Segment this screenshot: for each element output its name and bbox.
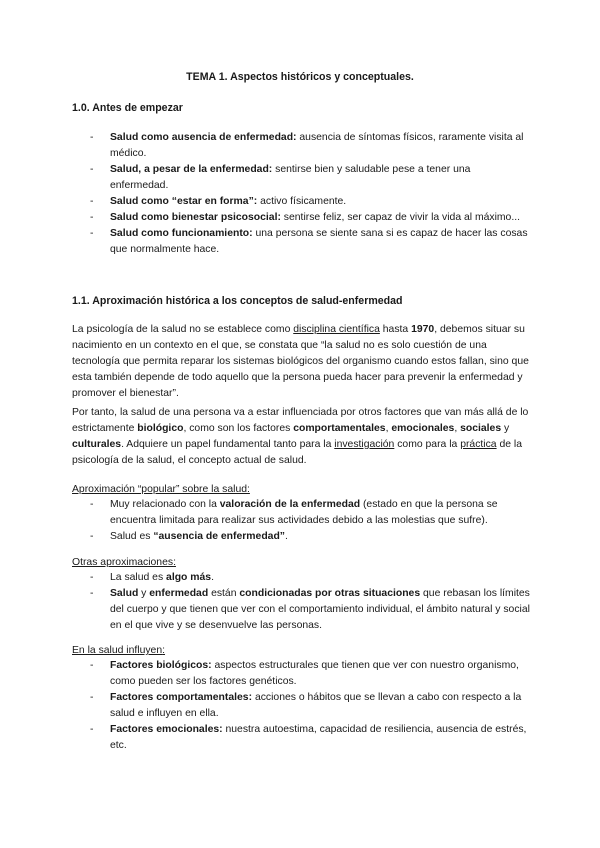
list-item: - Muy relacionado con la valoración de la enfermedad (estado en que la persona se encuentra limitada para realizar sus actividades debido a las molestias que sufre). [90, 497, 530, 529]
popular-approach-list [90, 497, 530, 545]
list-item: - Salud como ausencia de enfermedad: ausencia de síntomas físicos, raramente visita al médico. [90, 130, 530, 162]
health-influences-list [90, 658, 530, 754]
list-item: - Factores emocionales: nuestra autoestima, capacidad de resiliencia, ausencia de estrés, etc. [90, 722, 530, 754]
list-item: - Salud como funcionamiento: una persona se siente sana si es capaz de hacer las cosas que normalmente hace. [90, 226, 530, 258]
label-other-approaches: Otras aproximaciones: [72, 557, 176, 568]
list-item: - La salud es algo más. [90, 570, 530, 586]
list-item: - Salud como bienestar psicosocial: sentirse feliz, ser capaz de vivir la vida al máximo... [90, 210, 530, 226]
list-item: - Salud y enfermedad están condicionadas por otras situaciones que rebasan los límites del cuerpo y que tienen que ver con el comportamiento individual, el ámbito natural y social en el que vive y se desenvuelve las personas. [90, 586, 530, 634]
label-health-influences: En la salud influyen: [72, 645, 166, 656]
document-title: TEMA 1. Aspectos históricos y conceptuales. [186, 71, 414, 83]
label-popular-approach: Aproximación “popular” sobre la salud: [72, 484, 250, 495]
paragraph-factors: Por tanto, la salud de una persona va a estar influenciada por otros factores que van más allá de lo estrictamente biológico, como son los factores comportamentales, emocionales, sociales y culturales. Adquiere un papel fundamental tanto para la investigación como para la práctica de la psicología de la salud, el concepto actual de salud. [72, 407, 529, 466]
paragraph-history: La psicología de la salud no se establece como disciplina científica hasta 1970, debemos situar su nacimiento en un contexto en el que, se constata que “la salud no es solo cuestión de una tecnología que permita reparar los sistemas biológicos del organismo cuando estos fallan, sino que esta también depende de todo aquello que la persona pueda hacer para prevenir la enfermedad y promover el bienestar”. [72, 324, 529, 399]
section-heading-1-1: 1.1. Aproximación histórica a los conceptos de salud-enfermedad [72, 295, 403, 307]
section-heading-1-0: 1.0. Antes de empezar [72, 102, 183, 114]
list-item: - Factores comportamentales: acciones o hábitos que se llevan a cabo con respecto a la salud e influyen en ella. [90, 690, 530, 722]
list-item: - Salud, a pesar de la enfermedad: sentirse bien y saludable pese a tener una enfermedad. [90, 162, 530, 194]
list-item: - Salud es “ausencia de enfermedad”. [90, 529, 530, 545]
list-item: - Salud como “estar en forma”: activo físicamente. [90, 194, 530, 210]
other-approaches-list [90, 570, 530, 634]
list-item: - Factores biológicos: aspectos estructurales que tienen que ver con nuestro organismo, como pueden ser los factores genéticos. [90, 658, 530, 690]
health-definitions-list [90, 130, 530, 258]
